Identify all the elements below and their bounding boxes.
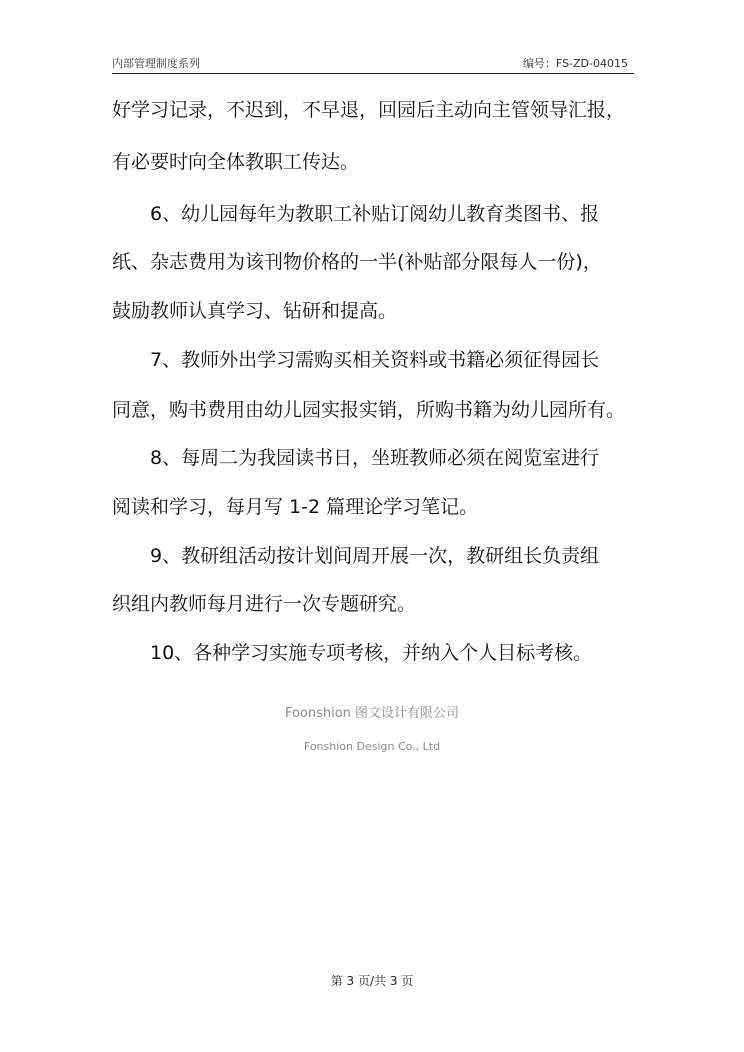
body-line: 纸、杂志费用为该刊物价格的一半(补贴部分限每人一份)，	[112, 251, 602, 273]
body-line: 鼓励教师认真学习、钻研和提高。	[112, 300, 398, 322]
body-line: 10、各种学习实施专项考核，并纳入个人目标考核。	[112, 642, 593, 664]
page-number: 第 3 页/共 3 页	[330, 974, 414, 988]
body-line: 9、教研组活动按计划间周开展一次，教研组长负责组	[112, 545, 600, 567]
company-name-en: Fonshion Design Co., Ltd	[303, 740, 441, 753]
company-name-cn: Foonshion 图文设计有限公司	[284, 706, 460, 721]
body-line: 有必要时向全体教职工传达。	[112, 151, 360, 173]
series-title: 内部管理制度系列	[112, 57, 200, 70]
body-line: 同意，购书费用由幼儿园实报实销，所购书籍为幼儿园所有。	[112, 399, 626, 421]
body-line: 6、幼儿园每年为教职工补贴订阅幼儿教育类图书、报	[112, 203, 600, 225]
document-number: 编号：FS-ZD-04015	[522, 57, 628, 70]
body-line: 8、每周二为我园读书日，坐班教师必须在阅览室进行	[112, 447, 600, 469]
body-line: 7、教师外出学习需购买相关资料或书籍必须征得园长	[112, 349, 600, 371]
page-header	[112, 53, 634, 74]
body-line: 织组内教师每月进行一次专题研究。	[112, 593, 417, 615]
body-line: 好学习记录，不迟到，不早退，回园后主动向主管领导汇报，	[112, 99, 626, 121]
body-line: 阅读和学习，每月写 1-2 篇理论学习笔记。	[112, 496, 479, 518]
